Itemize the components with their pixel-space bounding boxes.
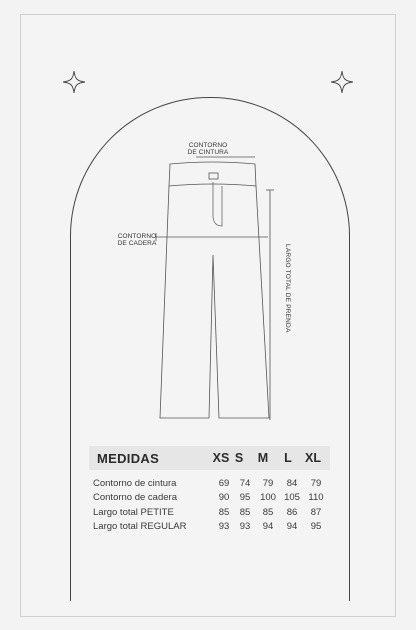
table-cell: 85 <box>262 506 274 518</box>
table-row <box>89 491 330 506</box>
table-cell: 90 <box>218 492 230 504</box>
table-row <box>89 520 330 535</box>
size-table-body <box>89 470 330 534</box>
hip-label <box>113 233 161 247</box>
size-header: M <box>257 451 269 465</box>
table-cell: 100 <box>260 492 276 504</box>
table-cell: 110 <box>308 492 324 504</box>
size-header: XS <box>212 451 230 465</box>
table-cell: 94 <box>262 521 274 533</box>
table-cell: 79 <box>310 477 322 489</box>
row-label: Contorno de cadera <box>93 492 177 504</box>
table-title: MEDIDAS <box>97 450 160 466</box>
table-cell: 95 <box>239 492 251 504</box>
table-cell: 87 <box>310 506 322 518</box>
table-cell: 93 <box>218 521 230 533</box>
table-cell: 69 <box>218 477 230 489</box>
row-label: Largo total PETITE <box>93 506 174 518</box>
table-cell: 85 <box>218 506 230 518</box>
table-row <box>89 476 330 491</box>
row-label: Contorno de cintura <box>93 477 177 489</box>
table-cell: 93 <box>239 521 251 533</box>
table-cell: 79 <box>262 477 274 489</box>
table-cell: 95 <box>310 521 322 533</box>
row-label: Largo total REGULAR <box>93 521 187 533</box>
size-header: L <box>284 451 292 465</box>
table-cell: 86 <box>286 506 298 518</box>
table-row <box>89 505 330 520</box>
waist-label-line-2: DE CINTURA <box>187 149 229 156</box>
hip-label-line-1: CONTORNO <box>117 233 157 240</box>
table-cell: 105 <box>284 492 300 504</box>
table-cell: 94 <box>286 521 298 533</box>
table-cell: 84 <box>286 477 298 489</box>
size-table <box>89 446 330 534</box>
hip-label-line-2: DE CADERA <box>117 240 157 247</box>
waist-label-line-1: CONTORNO <box>188 142 228 149</box>
table-cell: 85 <box>239 506 251 518</box>
size-header: XL <box>305 451 321 465</box>
length-label: LARGO TOTAL DE PRENDA <box>284 244 291 333</box>
size-table-header <box>89 446 330 470</box>
size-header: S <box>234 451 244 465</box>
table-cell: 74 <box>239 477 251 489</box>
waist-label <box>178 142 238 156</box>
